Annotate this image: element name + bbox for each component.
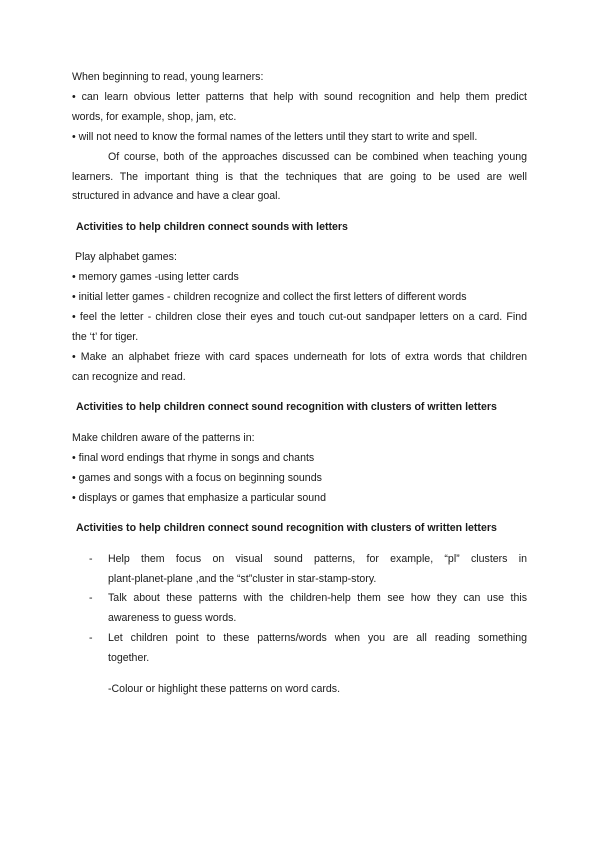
section-2-item-2: • games and songs with a focus on beginning sounds xyxy=(72,471,322,484)
intro-bullet-1-line-2: words, for example, shop, jam, etc. xyxy=(72,110,237,123)
intro-bullet-1-line-1: • can learn obvious letter patterns that help with sound recognition and help them predict xyxy=(72,90,527,103)
section-3-heading: Activities to help children connect sound recognition with clusters of written letters xyxy=(76,522,497,535)
intro-paragraph-line-1: Of course, both of the approaches discussed can be combined when teaching young xyxy=(108,150,527,163)
dash-marker: - xyxy=(89,592,93,605)
section-2-heading: Activities to help children connect sound recognition with clusters of written letters xyxy=(76,401,497,414)
section-1-item-2: • initial letter games - children recognize and collect the first letters of different words xyxy=(72,291,467,304)
section-1-heading: Activities to help children connect sounds with letters xyxy=(76,220,348,233)
intro-paragraph-line-2: learners. The important thing is that the techniques that are going to be used are well xyxy=(72,170,527,183)
document-page xyxy=(72,68,527,710)
dash-list-tail: -Colour or highlight these patterns on word cards. xyxy=(108,682,341,695)
section-2-lead: Make children aware of the patterns in: xyxy=(72,431,255,444)
dash-item-1-line-2: plant-planet-plane ,and the “st”cluster in star-stamp-story. xyxy=(108,572,377,585)
dash-list-item xyxy=(72,629,527,669)
intro-lead: When beginning to read, young learners: xyxy=(72,71,264,83)
section-1-item-3-line-2: the ‘t’ for tiger. xyxy=(72,331,139,344)
dash-marker: - xyxy=(89,552,93,565)
intro-paragraph-line-3: structured in advance and have a clear goal. xyxy=(72,190,281,203)
dash-item-3-line-1: Let children point to these patterns/words when you are all reading something xyxy=(108,632,527,645)
section-1-item-4-line-1: • Make an alphabet frieze with card spaces underneath for lots of extra words that children xyxy=(72,350,527,363)
section-2-item-1: • final word endings that rhyme in songs and chants xyxy=(72,451,315,464)
section-1-subheading: Play alphabet games: xyxy=(75,251,177,264)
dash-marker: - xyxy=(89,632,93,645)
dash-list-item xyxy=(72,550,527,590)
section-1-item-3-line-1: • feel the letter - children close their eyes and touch cut-out sandpaper letters on a card. Find xyxy=(72,311,527,324)
intro-bullet-2: • will not need to know the formal names of the letters until they start to write and spell. xyxy=(72,130,478,143)
dash-item-3-line-2: together. xyxy=(108,652,150,665)
section-2-item-3: • displays or games that emphasize a particular sound xyxy=(72,491,326,504)
dash-item-2-line-2: awareness to guess words. xyxy=(108,612,237,625)
section-1-item-1: • memory games -using letter cards xyxy=(72,271,239,284)
dash-item-2-line-1: Talk about these patterns with the children-help them see how they can use this xyxy=(108,592,527,605)
dash-list-item xyxy=(72,589,527,629)
section-1-item-4-line-2: can recognize and read. xyxy=(72,370,186,383)
dash-item-1-line-1: Help them focus on visual sound patterns, for example, “pl” clusters in xyxy=(108,552,527,565)
